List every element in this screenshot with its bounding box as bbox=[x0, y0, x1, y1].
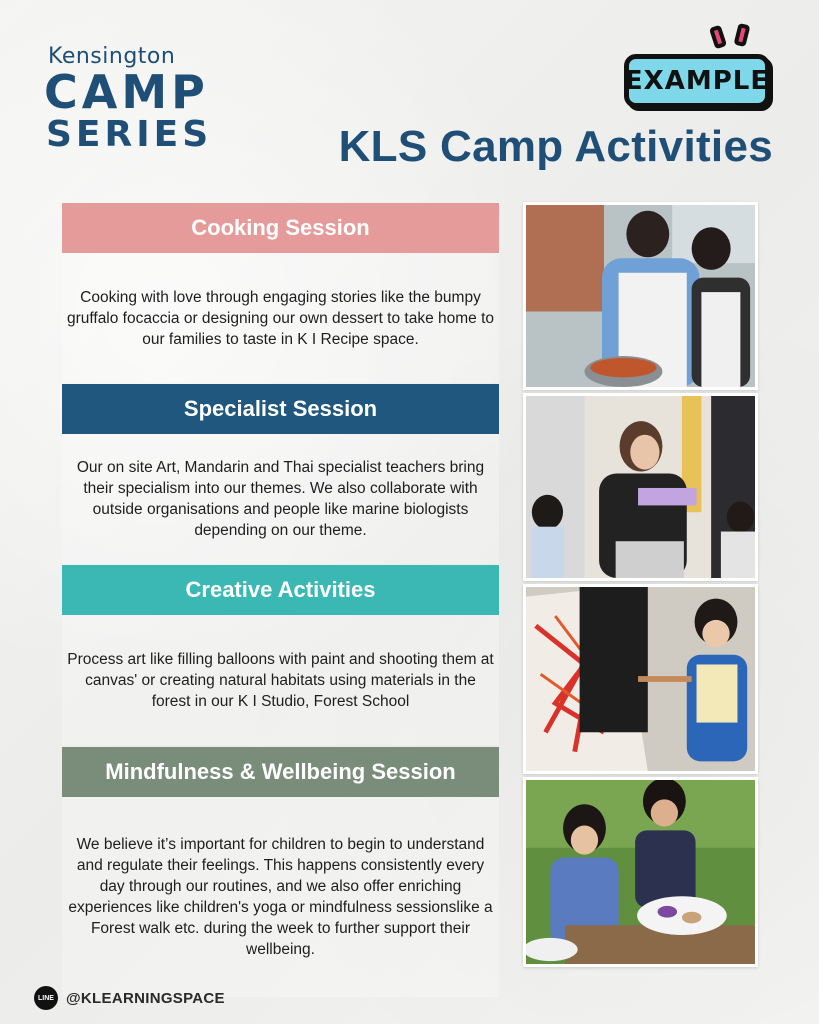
section-specialist-body: Our on site Art, Mandarin and Thai specialist teachers bring their specialism into our themes. We also collaborate with outside organisations and people like marine biologists depending on our theme. bbox=[62, 434, 499, 564]
section-specialist-header: Specialist Session bbox=[62, 384, 499, 434]
section-creative bbox=[62, 565, 499, 745]
section-cooking-header: Cooking Session bbox=[62, 203, 499, 253]
nature-photo bbox=[523, 777, 758, 967]
brand-series-text: SERIES bbox=[46, 114, 213, 155]
badge-tab-right-icon bbox=[734, 23, 751, 47]
painting-photo bbox=[523, 584, 758, 774]
brand-camp-text: CAMP bbox=[44, 65, 209, 119]
section-cooking-body: Cooking with love through engaging stories like the bumpy gruffalo focaccia or designing our own dessert to take home to our families to taste in K I Recipe space. bbox=[62, 253, 499, 383]
brand-logo bbox=[44, 44, 212, 155]
example-badge bbox=[620, 24, 780, 120]
page-title: KLS Camp Activities bbox=[338, 122, 773, 171]
line-app-icon[interactable]: LINE bbox=[34, 986, 58, 1010]
brand-top-text: Kensington bbox=[48, 44, 176, 69]
section-mindfulness-body: We believe it’s important for children to begin to understand and regulate their feelings. This happens consistently every day through our routines, and we also offer enriching experiences like children's yoga or mindfulness sessionslike a Forest walk etc. during the week to further support their wellbeing. bbox=[62, 797, 499, 997]
section-creative-header: Creative Activities bbox=[62, 565, 499, 615]
social-handle[interactable]: @KLEARNINGSPACE bbox=[66, 989, 225, 1007]
section-mindfulness-header: Mindfulness & Wellbeing Session bbox=[62, 747, 499, 797]
section-mindfulness bbox=[62, 747, 499, 997]
footer-social bbox=[34, 986, 225, 1010]
section-cooking bbox=[62, 203, 499, 383]
teacher-photo bbox=[523, 393, 758, 581]
section-specialist bbox=[62, 384, 499, 564]
cooking-photo bbox=[523, 202, 758, 390]
example-badge-label: EXAMPLE bbox=[624, 54, 770, 108]
section-creative-body: Process art like filling balloons with paint and shooting them at canvas' or creating natural habitats using materials in the forest in our K I Studio, Forest School bbox=[62, 615, 499, 745]
badge-tab-left-icon bbox=[709, 25, 727, 50]
